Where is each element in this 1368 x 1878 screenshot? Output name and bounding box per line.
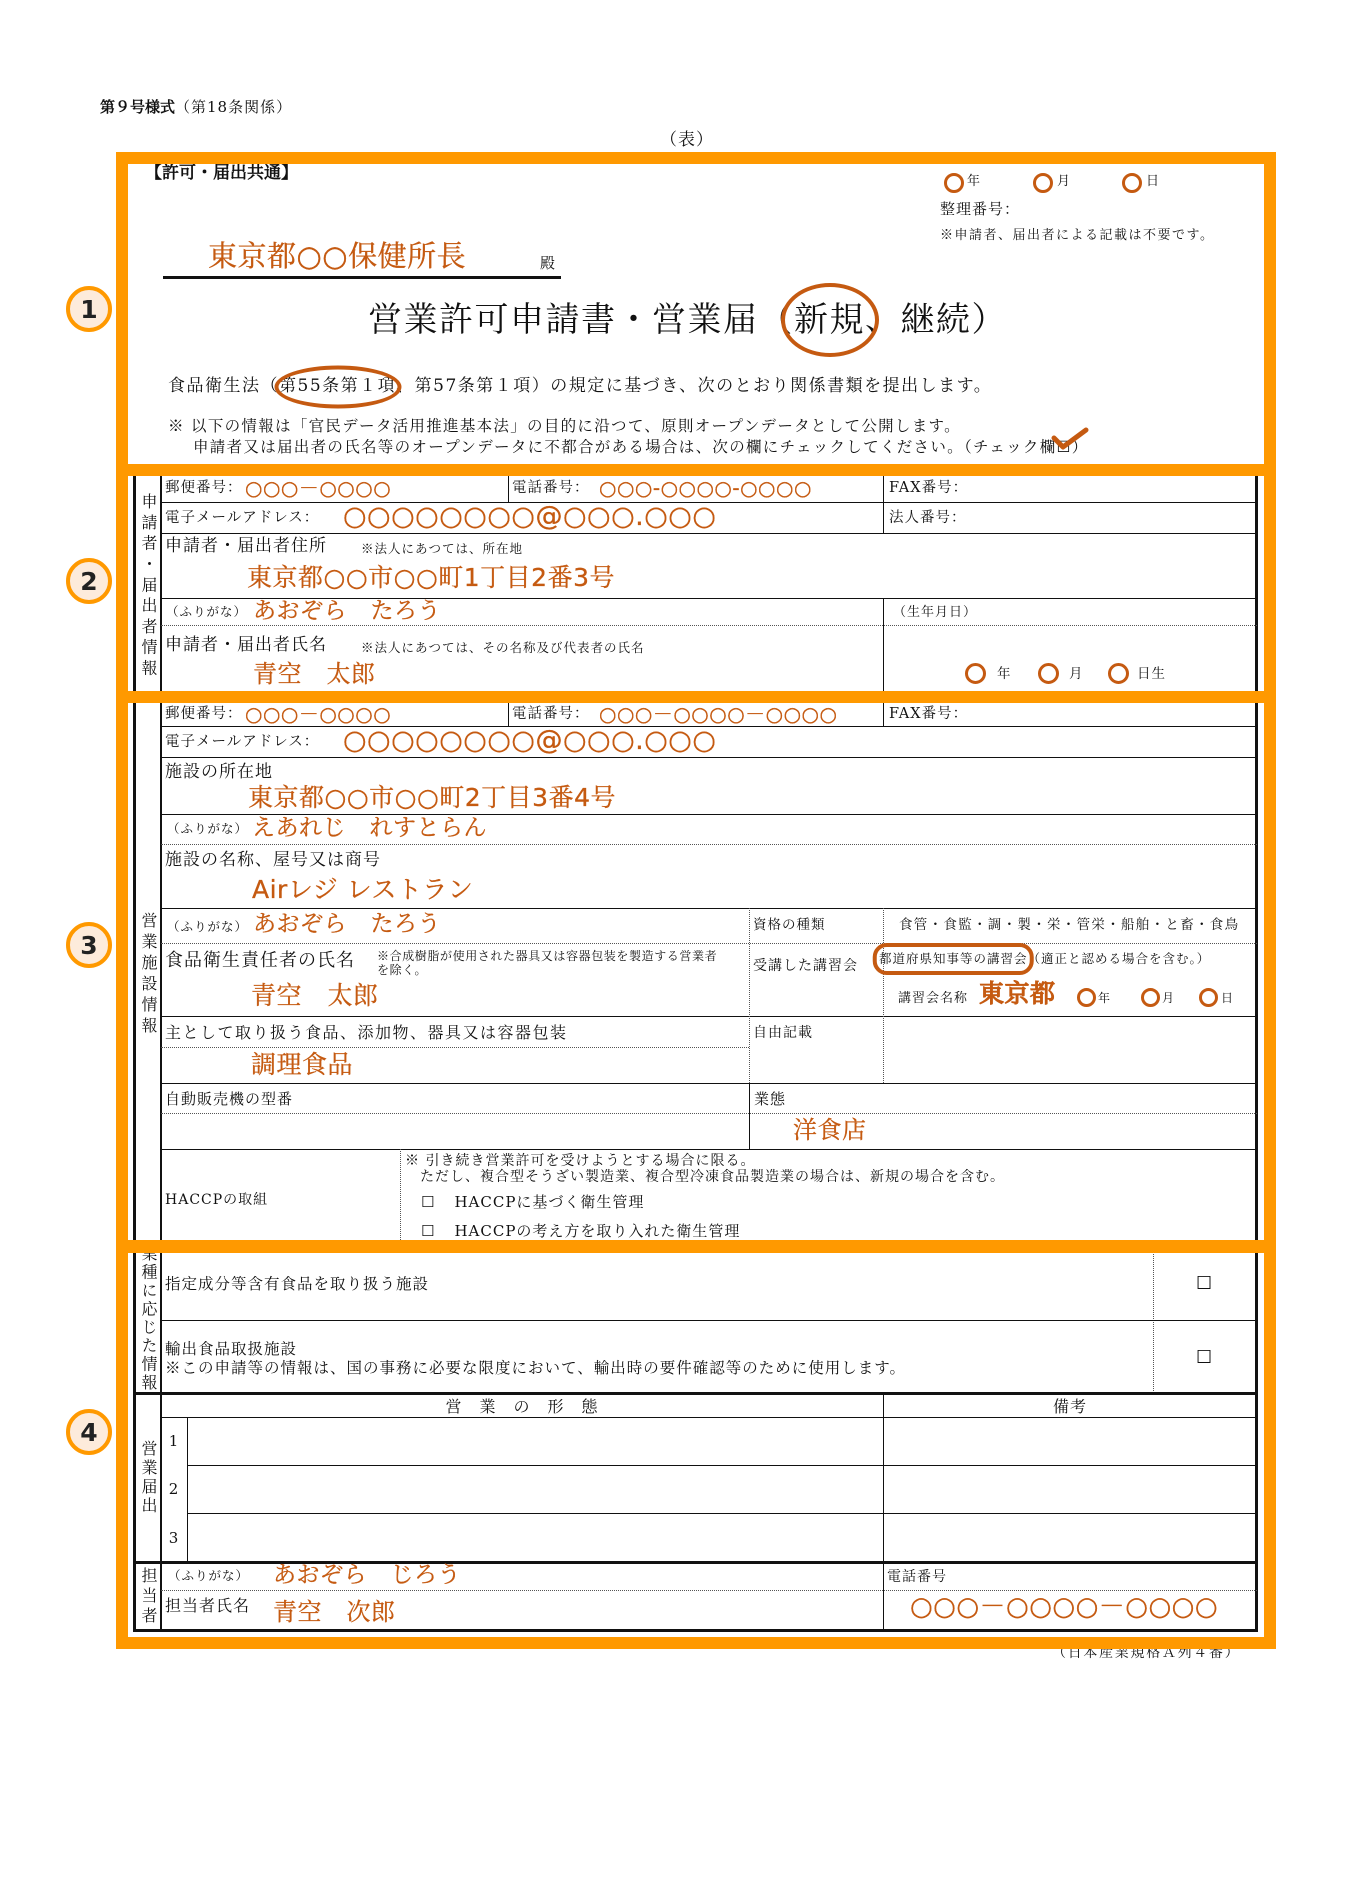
submission-date-field[interactable] bbox=[940, 170, 1172, 196]
contact-name-value[interactable]: 青空 次郎 bbox=[273, 1598, 396, 1626]
name-value[interactable]: 青空 太郎 bbox=[253, 660, 376, 688]
facility-name-value[interactable]: Airレジ レストラン bbox=[252, 875, 474, 904]
course-day-label: 日 bbox=[1221, 991, 1235, 1005]
form-number bbox=[100, 100, 292, 115]
contact-furigana-field[interactable] bbox=[161, 1562, 883, 1590]
free-text-field[interactable] bbox=[883, 1016, 1257, 1083]
contact-phone-value[interactable]: ○○○－○○○○－○○○○ bbox=[910, 1592, 1219, 1622]
designated-checkbox[interactable]: ☐ bbox=[1196, 1273, 1213, 1294]
contact-phone-label: 電話番号 bbox=[887, 1569, 947, 1585]
law-statement bbox=[168, 378, 992, 395]
birth-month-circle[interactable] bbox=[1038, 663, 1059, 684]
row-number: 1 bbox=[168, 1432, 180, 1450]
address-note: ※法人にあつては、所在地 bbox=[361, 541, 524, 556]
qualification-field[interactable] bbox=[883, 908, 1257, 943]
applicant-side-label bbox=[136, 476, 160, 697]
haccp-option-label: HACCPの考え方を取り入れた衛生管理 bbox=[454, 1222, 741, 1240]
furigana-value[interactable]: あおぞら じろう bbox=[273, 1562, 461, 1588]
furigana-value[interactable]: あおぞら たろう bbox=[253, 598, 441, 624]
law-article-55-label: 第55条第１項 bbox=[279, 376, 397, 396]
postal-value[interactable]: ○○○－○○○○ bbox=[245, 702, 392, 726]
manager-value[interactable]: 青空 太郎 bbox=[251, 981, 379, 1010]
address-label: 申請者・届出者住所 bbox=[165, 536, 327, 556]
facility-postal-field[interactable] bbox=[161, 703, 508, 726]
phone-value[interactable]: ○○○－○○○○－○○○○ bbox=[599, 702, 838, 726]
postal-label: 郵便番号： bbox=[165, 480, 243, 496]
checkmark-icon bbox=[1050, 426, 1090, 452]
haccp-label-cell bbox=[161, 1149, 400, 1246]
applicant-side-label-text: 申請者・届出者情報 bbox=[139, 492, 158, 681]
open-data-opt-out-checkbox[interactable] bbox=[1057, 440, 1072, 456]
location-value[interactable]: 東京都○○市○○町2丁目3番4号 bbox=[248, 783, 616, 812]
form-title-suffix: ） bbox=[971, 300, 1007, 340]
postal-label: 郵便番号： bbox=[165, 706, 243, 722]
course-option-note: （適正と認める場合を含む。） bbox=[1027, 951, 1211, 966]
furigana-label: （ふりがな） bbox=[166, 604, 248, 619]
designated-label: 指定成分等含有食品を取り扱う施設 bbox=[165, 1275, 430, 1293]
contact-phone-field[interactable] bbox=[883, 1590, 1257, 1632]
course-month-label: 月 bbox=[1162, 991, 1176, 1005]
haccp-option-label: HACCPに基づく衛生管理 bbox=[454, 1193, 645, 1211]
corporate-number-label: 法人番号： bbox=[889, 510, 967, 526]
law-option-article-55[interactable] bbox=[279, 378, 396, 395]
free-text-label-cell bbox=[749, 1016, 883, 1083]
contact-phone-label-cell bbox=[883, 1562, 1257, 1590]
addressee-field[interactable] bbox=[163, 234, 561, 279]
email-value[interactable]: ○○○○○○○○@○○○.○○○ bbox=[343, 725, 717, 756]
qualification-label-cell bbox=[749, 908, 883, 943]
course-month-circle[interactable] bbox=[1141, 988, 1160, 1007]
business-type-field[interactable] bbox=[749, 1083, 1257, 1149]
postal-value[interactable]: ○○○－○○○○ bbox=[245, 476, 392, 500]
title-option-renewal[interactable]: 継続 bbox=[900, 300, 972, 340]
year-label: 年 bbox=[967, 174, 982, 189]
facility-side-label bbox=[136, 703, 160, 1246]
facility-side-label-text: 営業施設情報 bbox=[139, 911, 158, 1038]
name-label: 申請者・届出者氏名 bbox=[165, 635, 327, 655]
course-name-value[interactable]: 東京都 bbox=[979, 979, 1056, 1008]
email-label: 電子メールアドレス： bbox=[165, 510, 320, 526]
export-checkbox-cell[interactable] bbox=[1153, 1320, 1257, 1393]
applicant-fax-field[interactable] bbox=[883, 476, 1257, 502]
business-form-field[interactable] bbox=[187, 1417, 883, 1465]
business-type-value[interactable]: 洋食店 bbox=[793, 1116, 867, 1144]
haccp-option-based[interactable] bbox=[421, 1195, 644, 1210]
foods-label: 主として取り扱う食品、添加物、器具又は容器包装 bbox=[165, 1023, 568, 1042]
name-note: ※法人にあつては、その名称及び代表者の氏名 bbox=[361, 640, 645, 655]
applicant-postal-field[interactable] bbox=[161, 476, 508, 502]
haccp-note-2: ただし、複合型そうざい製造業、複合型冷凍食品製造業の場合は、新規の場合を含む。 bbox=[420, 1169, 1005, 1185]
section-marker-4: 4 bbox=[66, 1409, 112, 1455]
checkbox-icon[interactable]: ☐ bbox=[421, 1193, 435, 1211]
birthdate-label: （生年月日） bbox=[893, 605, 978, 620]
facility-phone-field[interactable] bbox=[508, 703, 883, 726]
foods-field[interactable] bbox=[161, 1016, 749, 1083]
checkbox-icon[interactable]: ☐ bbox=[421, 1222, 435, 1240]
email-label: 電子メールアドレス： bbox=[165, 734, 320, 750]
phone-label: 電話番号： bbox=[512, 480, 590, 496]
row-number: 3 bbox=[168, 1528, 180, 1547]
law-separator: 、 bbox=[396, 376, 415, 396]
facility-name-field[interactable] bbox=[161, 844, 1257, 908]
export-label: 輸出食品取扱施設 bbox=[165, 1340, 298, 1358]
applicant-birthdate-field[interactable] bbox=[883, 625, 1257, 697]
fax-label: FAX番号： bbox=[889, 480, 969, 496]
designated-ingredient-facility-row bbox=[161, 1246, 1153, 1320]
day-label: 日 bbox=[1146, 174, 1161, 189]
manager-note-line2: を除く。 bbox=[377, 963, 428, 977]
course-label: 受講した講習会 bbox=[753, 958, 858, 974]
facility-furigana-field[interactable] bbox=[161, 814, 1257, 844]
reference-number-label: 整理番号： bbox=[940, 200, 1021, 218]
reference-number-note: ※申請者、届出者による記載は不要です。 bbox=[940, 228, 1215, 243]
notification-side-label-text: 営業届出 bbox=[139, 1439, 158, 1516]
applicant-name-field[interactable] bbox=[161, 625, 883, 697]
vending-machine-field[interactable] bbox=[161, 1083, 749, 1149]
furigana-label: （ふりがな） bbox=[168, 1568, 250, 1583]
furigana-label: （ふりがな） bbox=[167, 919, 249, 934]
haccp-label: HACCPの取組 bbox=[165, 1192, 269, 1208]
qualification-options[interactable]: 食管・食監・調・製・栄・管栄・船舶・と畜・食鳥 bbox=[899, 917, 1240, 933]
open-data-note-1: ※ 以下の情報は「官民データ活用推進基本法」の目的に沿つて、原則オープンデータとして公開します。 bbox=[168, 417, 961, 435]
contact-side-label bbox=[136, 1562, 160, 1632]
title-option-new[interactable] bbox=[794, 300, 865, 340]
facility-email-field[interactable] bbox=[161, 726, 1257, 757]
form-article: （第18条関係） bbox=[175, 98, 293, 116]
manager-note-line1: ※合成樹脂が使用された器具又は容器包装を製造する営業者 bbox=[377, 949, 718, 963]
facility-name-label: 施設の名称、屋号又は商号 bbox=[165, 850, 381, 870]
manager-label: 食品衛生責任者の氏名 bbox=[165, 950, 355, 971]
manager-name-field[interactable] bbox=[161, 943, 749, 1016]
export-checkbox[interactable]: ☐ bbox=[1196, 1347, 1213, 1368]
birth-day-circle[interactable] bbox=[1108, 663, 1129, 684]
applicant-email-field[interactable] bbox=[161, 502, 883, 533]
email-value[interactable]: ○○○○○○○○@○○○.○○○ bbox=[343, 501, 717, 532]
birthdate-label-cell bbox=[883, 598, 1257, 625]
checkbox-icon: ☐ bbox=[1056, 438, 1072, 456]
business-form-field[interactable] bbox=[187, 1513, 883, 1562]
applicant-corporate-number-field[interactable] bbox=[883, 502, 1257, 533]
section-marker-1: 1 bbox=[66, 286, 112, 332]
course-year-label: 年 bbox=[1098, 991, 1112, 1005]
export-facility-row bbox=[161, 1320, 1153, 1393]
form-title-separator: 、 bbox=[865, 300, 901, 340]
furigana-label: （ふりがな） bbox=[167, 821, 249, 836]
form-number-label: 第９号様式 bbox=[100, 98, 176, 116]
section-marker-3: 3 bbox=[66, 922, 112, 968]
addressee-underline bbox=[163, 276, 561, 279]
furigana-value[interactable]: あおぞら たろう bbox=[253, 911, 441, 937]
honorific: 殿 bbox=[540, 254, 557, 272]
contact-side-label-text: 担当者 bbox=[139, 1567, 158, 1627]
phone-value[interactable]: ○○○-○○○○-○○○○ bbox=[599, 476, 812, 500]
facility-fax-field[interactable] bbox=[883, 703, 1257, 726]
year-input-circle[interactable] bbox=[944, 173, 964, 193]
open-data-note-2-text: 申請者又は届出者の氏名等のオープンデータに不都合がある場合は、次の欄にチェックしてください。（チェック欄 bbox=[193, 438, 1057, 456]
open-data-note-2 bbox=[193, 440, 1089, 456]
month-label: 月 bbox=[1057, 174, 1072, 189]
course-option-label: 都道府県知事等の講習会 bbox=[879, 951, 1028, 966]
course-option-row bbox=[879, 953, 1210, 966]
form-title bbox=[368, 300, 1007, 340]
law-option-article-57[interactable]: 第57条第１項 bbox=[414, 376, 532, 396]
designated-checkbox-cell[interactable] bbox=[1153, 1246, 1257, 1320]
qualification-label: 資格の種類 bbox=[753, 917, 826, 933]
vending-label: 自動販売機の型番 bbox=[165, 1090, 294, 1108]
remarks-field[interactable] bbox=[883, 1417, 1257, 1465]
form-title-prefix: 営業許可申請書・営業届（ bbox=[368, 300, 794, 340]
notification-side-label bbox=[136, 1393, 160, 1562]
business-form-header: 営 業 の 形 態 bbox=[445, 1396, 599, 1416]
business-type-label: 業態 bbox=[754, 1090, 787, 1108]
section-marker-2: 2 bbox=[66, 558, 112, 604]
haccp-note-1: ※ 引き続き営業許可を受けようとする場合に限る。 bbox=[405, 1153, 756, 1169]
industry-side-label-text: 業種に応じた情報 bbox=[139, 1244, 158, 1393]
birth-year-label: 年 bbox=[997, 666, 1012, 682]
manager-furigana-field[interactable] bbox=[161, 908, 749, 943]
contact-name-field[interactable] bbox=[161, 1590, 883, 1632]
haccp-field bbox=[400, 1149, 1257, 1246]
phone-label: 電話番号： bbox=[512, 706, 590, 722]
course-field[interactable] bbox=[879, 943, 1257, 1016]
industry-side-label bbox=[136, 1244, 160, 1393]
course-day-circle[interactable] bbox=[1199, 988, 1218, 1007]
applicant-address-field[interactable] bbox=[161, 533, 1257, 598]
law-suffix: ）の規定に基づき、次のとおり関係書類を提出します。 bbox=[531, 376, 993, 396]
haccp-option-concept[interactable] bbox=[421, 1224, 740, 1239]
fax-label: FAX番号： bbox=[889, 706, 969, 722]
paper-size-note: （日本産業規格Ａ列４番） bbox=[1052, 1645, 1241, 1661]
remarks-header: 備考 bbox=[1052, 1396, 1087, 1416]
remarks-field[interactable] bbox=[883, 1513, 1257, 1562]
contact-name-label: 担当者氏名 bbox=[165, 1596, 251, 1615]
course-name-label: 講習会名称 bbox=[898, 991, 969, 1006]
business-form-field[interactable] bbox=[187, 1465, 883, 1513]
page-side-label: （表） bbox=[660, 130, 714, 150]
birth-month-label: 月 bbox=[1069, 666, 1084, 682]
addressee-value[interactable]: 東京都○○保健所長 bbox=[208, 239, 467, 273]
row-number: 2 bbox=[168, 1480, 180, 1498]
course-label-cell bbox=[749, 943, 883, 1016]
applicant-phone-field[interactable] bbox=[508, 476, 883, 502]
section-heading: 【許可・届出共通】 bbox=[145, 163, 298, 183]
facility-location-field[interactable] bbox=[161, 757, 1257, 814]
month-input-circle[interactable] bbox=[1033, 173, 1053, 193]
course-year-circle[interactable] bbox=[1077, 988, 1096, 1007]
export-note: ※この申請等の情報は、国の事務に必要な限度において、輸出時の要件確認等のために使用します。 bbox=[165, 1359, 906, 1377]
birth-day-label: 日生 bbox=[1137, 666, 1166, 682]
title-option-new-label: 新規 bbox=[794, 300, 865, 340]
free-text-label: 自由記載 bbox=[753, 1025, 813, 1041]
furigana-value[interactable]: えあれじ れすとらん bbox=[252, 815, 487, 841]
remarks-field[interactable] bbox=[883, 1465, 1257, 1513]
birth-year-circle[interactable] bbox=[965, 663, 986, 684]
foods-value[interactable]: 調理食品 bbox=[251, 1050, 354, 1079]
address-value[interactable]: 東京都○○市○○町1丁目2番3号 bbox=[247, 563, 615, 592]
day-input-circle[interactable] bbox=[1122, 173, 1142, 193]
applicant-furigana-field[interactable] bbox=[161, 598, 883, 625]
course-option-prefectural[interactable] bbox=[879, 953, 1028, 966]
open-data-close: ） bbox=[1071, 438, 1089, 456]
location-label: 施設の所在地 bbox=[165, 762, 273, 782]
law-prefix: 食品衛生法（ bbox=[168, 376, 279, 396]
